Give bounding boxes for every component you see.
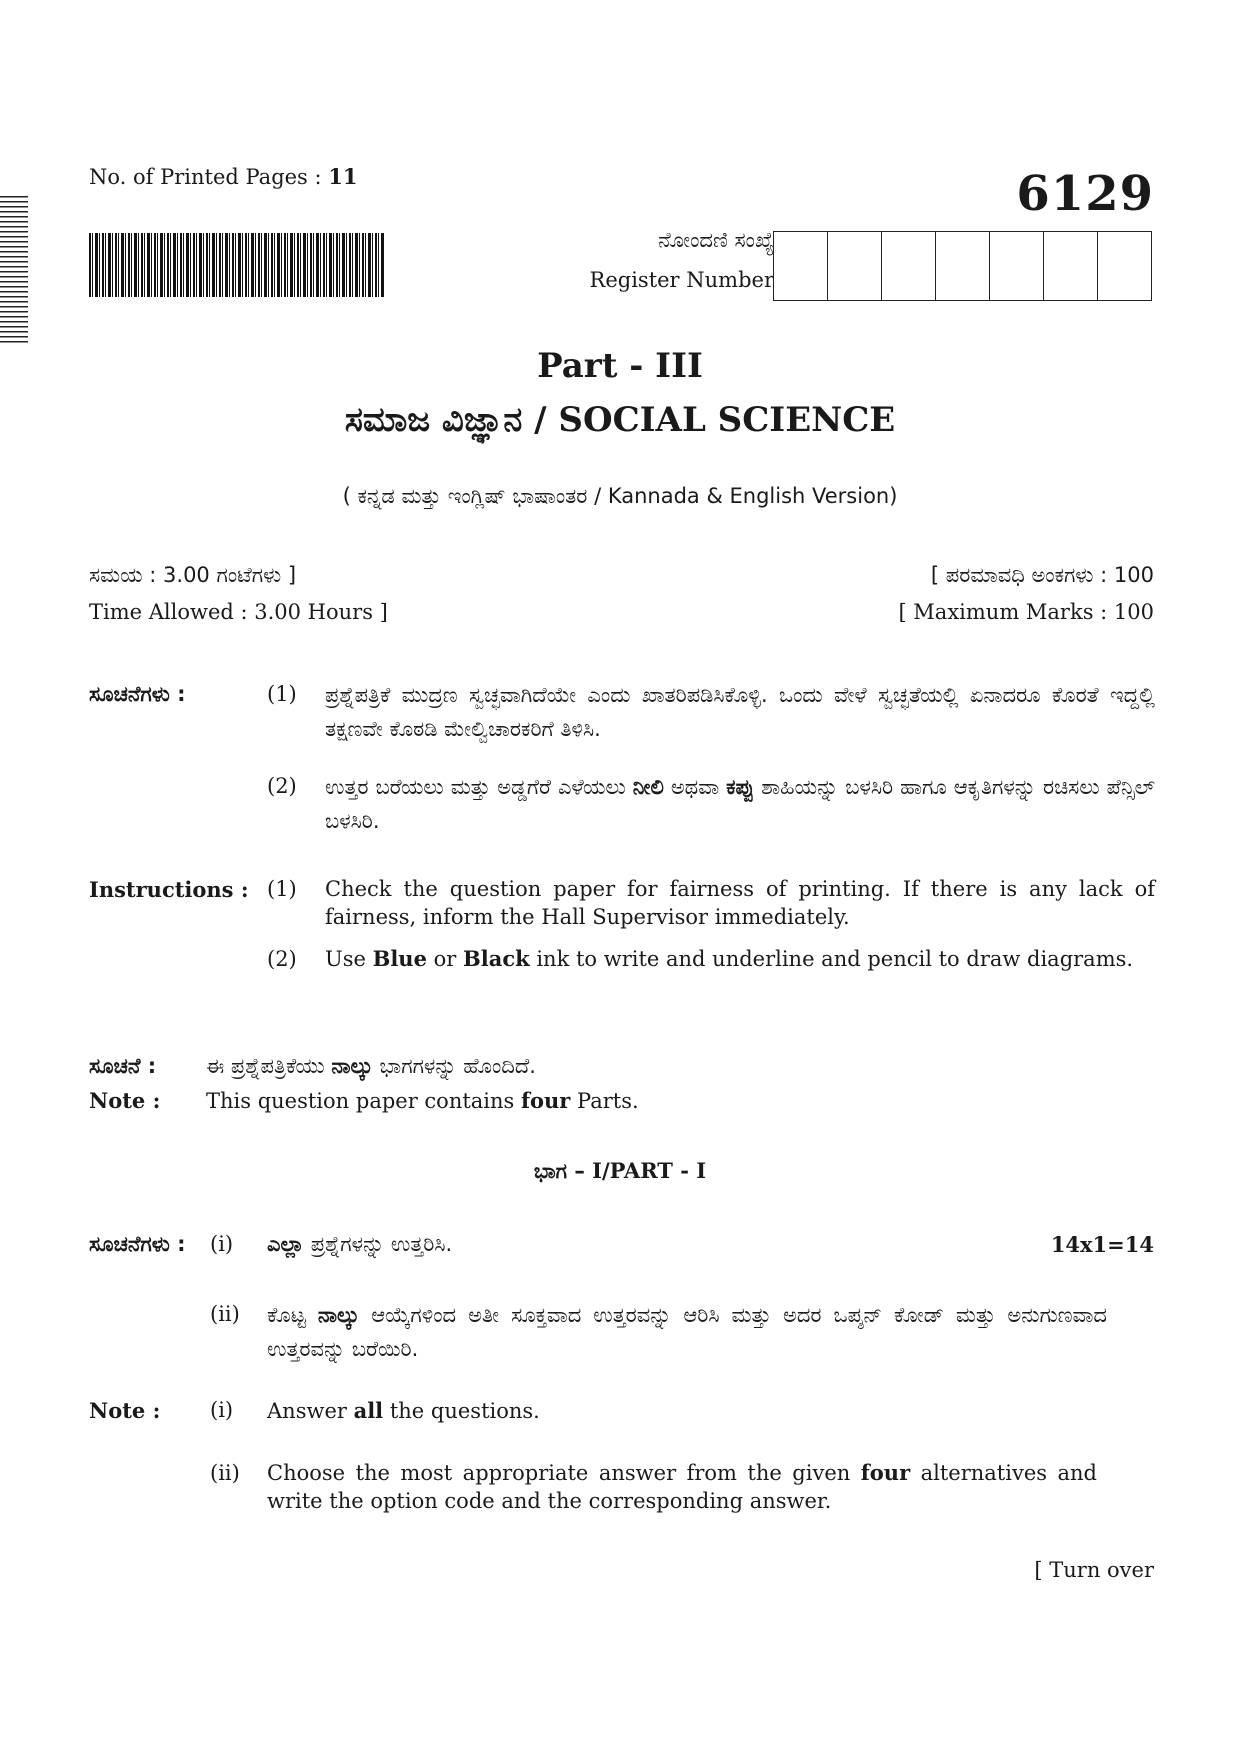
text-bold: ಎಲ್ಲಾ: [267, 1232, 305, 1256]
text-run: the questions.: [383, 1399, 540, 1423]
text-run: ಈ ಪ್ರಶ್ನೆಪತ್ರಿಕೆಯು: [206, 1054, 332, 1078]
text-run: Use: [325, 947, 373, 971]
maximum-marks: [ Maximum Marks : 100: [898, 600, 1154, 624]
text-run: Answer: [267, 1399, 354, 1423]
part-one-instruction-kn-text: [267, 1298, 1107, 1366]
subject-title-en: SOCIAL SCIENCE: [558, 400, 896, 440]
version-line: [0, 484, 1240, 509]
register-digit-box[interactable]: [881, 231, 936, 301]
time-allowed: Time Allowed : 3.00 Hours ]: [89, 600, 388, 624]
text-run: ಕೊಟ್ಟ: [267, 1303, 318, 1327]
note-label: Note :: [89, 1088, 161, 1113]
part-one-note-number: (i): [210, 1398, 234, 1422]
text-bold: four: [860, 1460, 911, 1485]
register-digit-box[interactable]: [1043, 231, 1098, 301]
register-digit-box[interactable]: [1097, 231, 1152, 301]
text-run: ಭಾಗಗಳನ್ನು ಹೊಂದಿದೆ.: [372, 1054, 536, 1078]
instruction-number: (1): [267, 877, 297, 901]
part-one-note-number: (ii): [210, 1461, 240, 1485]
note-kn-text: [206, 1054, 536, 1079]
text-run: Choose the most appropriate answer from the given: [267, 1461, 861, 1485]
subject-title-sep: /: [522, 400, 559, 440]
register-digit-box[interactable]: [989, 231, 1044, 301]
time-kn: ಸಮಯ : 3.00 ಗಂಟೆಗಳು ]: [89, 563, 297, 587]
text-run: This question paper contains: [206, 1089, 521, 1113]
part-one-marks: 14x1=14: [1050, 1232, 1154, 1257]
instruction-number: (2): [267, 947, 297, 971]
instruction-kn-text: [325, 770, 1155, 838]
text-bold: ನಾಲ್ಕು: [317, 1303, 360, 1327]
register-number-label-kn: ನೋಂದಣಿ ಸಂಖ್ಯೆ: [658, 228, 774, 252]
text-bold: Black: [462, 946, 530, 971]
part-one-instruction-number: (i): [210, 1232, 234, 1256]
register-number-label: Register Number: [589, 268, 774, 292]
text-run: ಉತ್ತರ ಬರೆಯಲು ಮತ್ತು ಅಡ್ಡಗೆರೆ ಎಳೆಯಲು: [325, 775, 633, 799]
instruction-kn-number: (2): [267, 774, 297, 798]
part-one-instructions-kn-label: ಸೂಚನೆಗಳು :: [89, 1232, 186, 1256]
register-digit-box[interactable]: [773, 231, 828, 301]
instruction-kn-text: ಪ್ರಶ್ನೆಪತ್ರಿಕೆ ಮುದ್ರಣ ಸ್ವಚ್ಛವಾಗಿದೆಯೇ ಎಂದು ಖಾತರಿಪಡಿಸಿಕೊಳ್ಳಿ. ಒಂದು ವೇಳೆ ಸ್ವಚ್ಛತೆಯಲ್ಲಿ ಏನಾದರೂ ಕೊರತೆ ಇದ್ದಲ್ಲಿ ತಕ್ಷಣವೇ ಕೊಠಡಿ ಮೇಲ್ವಿಚಾರಕರಿಗೆ ತಿಳಿಸಿ.: [325, 683, 1155, 741]
instructions-kn-label: ಸೂಚನೆಗಳು :: [89, 682, 186, 706]
text-bold: four: [521, 1088, 571, 1113]
max-marks-kn: [ ಪರಮಾವಧಿ ಅಂಕಗಳು : 100: [930, 563, 1154, 587]
register-digit-box[interactable]: [935, 231, 990, 301]
text-run: ಶಾಹಿಯನ್ನು ಬಳಸಿರಿ ಹಾಗೂ ಆಕೃತಿಗಳನ್ನು ರಚಿಸಲು ಪೆನ್ಸಿಲ್ ಬಳಸಿರಿ.: [325, 775, 1155, 833]
subject-title-kn: ಸಮಾಜ ವಿಜ್ಞಾನ: [344, 400, 523, 440]
printed-pages: [89, 164, 358, 189]
part-one-heading-kn: ಭಾಗ –: [533, 1159, 593, 1183]
register-number-boxes: [774, 231, 1152, 301]
instruction-kn-number: (1): [267, 682, 297, 706]
part-one-heading-en: I/PART - I: [592, 1158, 707, 1183]
text-run: or: [426, 947, 463, 971]
subject-title: [0, 400, 1240, 440]
text-run: ink to write and underline and pencil to draw diagrams.: [529, 947, 1134, 971]
part-one-instruction-kn-text: [267, 1232, 452, 1257]
binding-marks: [0, 196, 28, 344]
instruction-text: Check the question paper for fairness of printing. If there is any lack of fairness, inform the Hall Supervisor immediately.: [325, 877, 1155, 929]
text-bold: all: [353, 1398, 384, 1423]
part-title: Part - III: [537, 346, 703, 386]
text-run: Parts.: [570, 1089, 639, 1113]
printed-pages-label: No. of Printed Pages :: [89, 165, 329, 189]
text-bold: Blue: [372, 946, 427, 971]
text-run: ಅಥವಾ: [663, 775, 727, 799]
note-text: [206, 1088, 639, 1113]
note-kn-label: ಸೂಚನೆ :: [89, 1054, 157, 1078]
part-one-instruction-number: (ii): [210, 1302, 240, 1326]
part-one-note-label: Note :: [89, 1398, 161, 1423]
paper-code: 6129: [1016, 166, 1154, 222]
barcode: [89, 233, 385, 297]
register-digit-box[interactable]: [827, 231, 882, 301]
text-bold: ಕಪ್ಪು: [726, 775, 755, 799]
text-bold: ನಾಲ್ಕು: [331, 1054, 373, 1078]
text-bold: ನೀಲಿ: [632, 775, 664, 799]
turn-over: [ Turn over: [1034, 1558, 1154, 1582]
version-text: ( ಕನ್ನಡ ಮತ್ತು ಇಂಗ್ಲಿಷ್ ಭಾಷಾಂತರ / Kannada & English Version): [342, 484, 898, 508]
part-one-note-text: [267, 1398, 540, 1423]
text-run: ಆಯ್ಕೆಗಳಿಂದ ಅತೀ ಸೂಕ್ತವಾದ ಉತ್ತರವನ್ನು ಆರಿಸಿ ಮತ್ತು ಅದರ ಒಪ್ಶನ್ ಕೋಡ್ ಮತ್ತು ಅನುಗುಣವಾದ ಉತ್ತರವನ್ನು ಬರೆಯಿರಿ.: [267, 1303, 1107, 1361]
part-one-note-text: [267, 1459, 1097, 1515]
part-one-heading: [0, 1158, 1240, 1184]
instruction-text: [325, 945, 1155, 973]
printed-pages-value: 11: [328, 164, 358, 189]
text-run: alternatives and write the option code and the corresponding answer.: [267, 1461, 1097, 1513]
instructions-label: Instructions :: [89, 877, 249, 902]
text-run: ಪ್ರಶ್ನೆಗಳನ್ನು ಉತ್ತರಿಸಿ.: [304, 1232, 453, 1256]
